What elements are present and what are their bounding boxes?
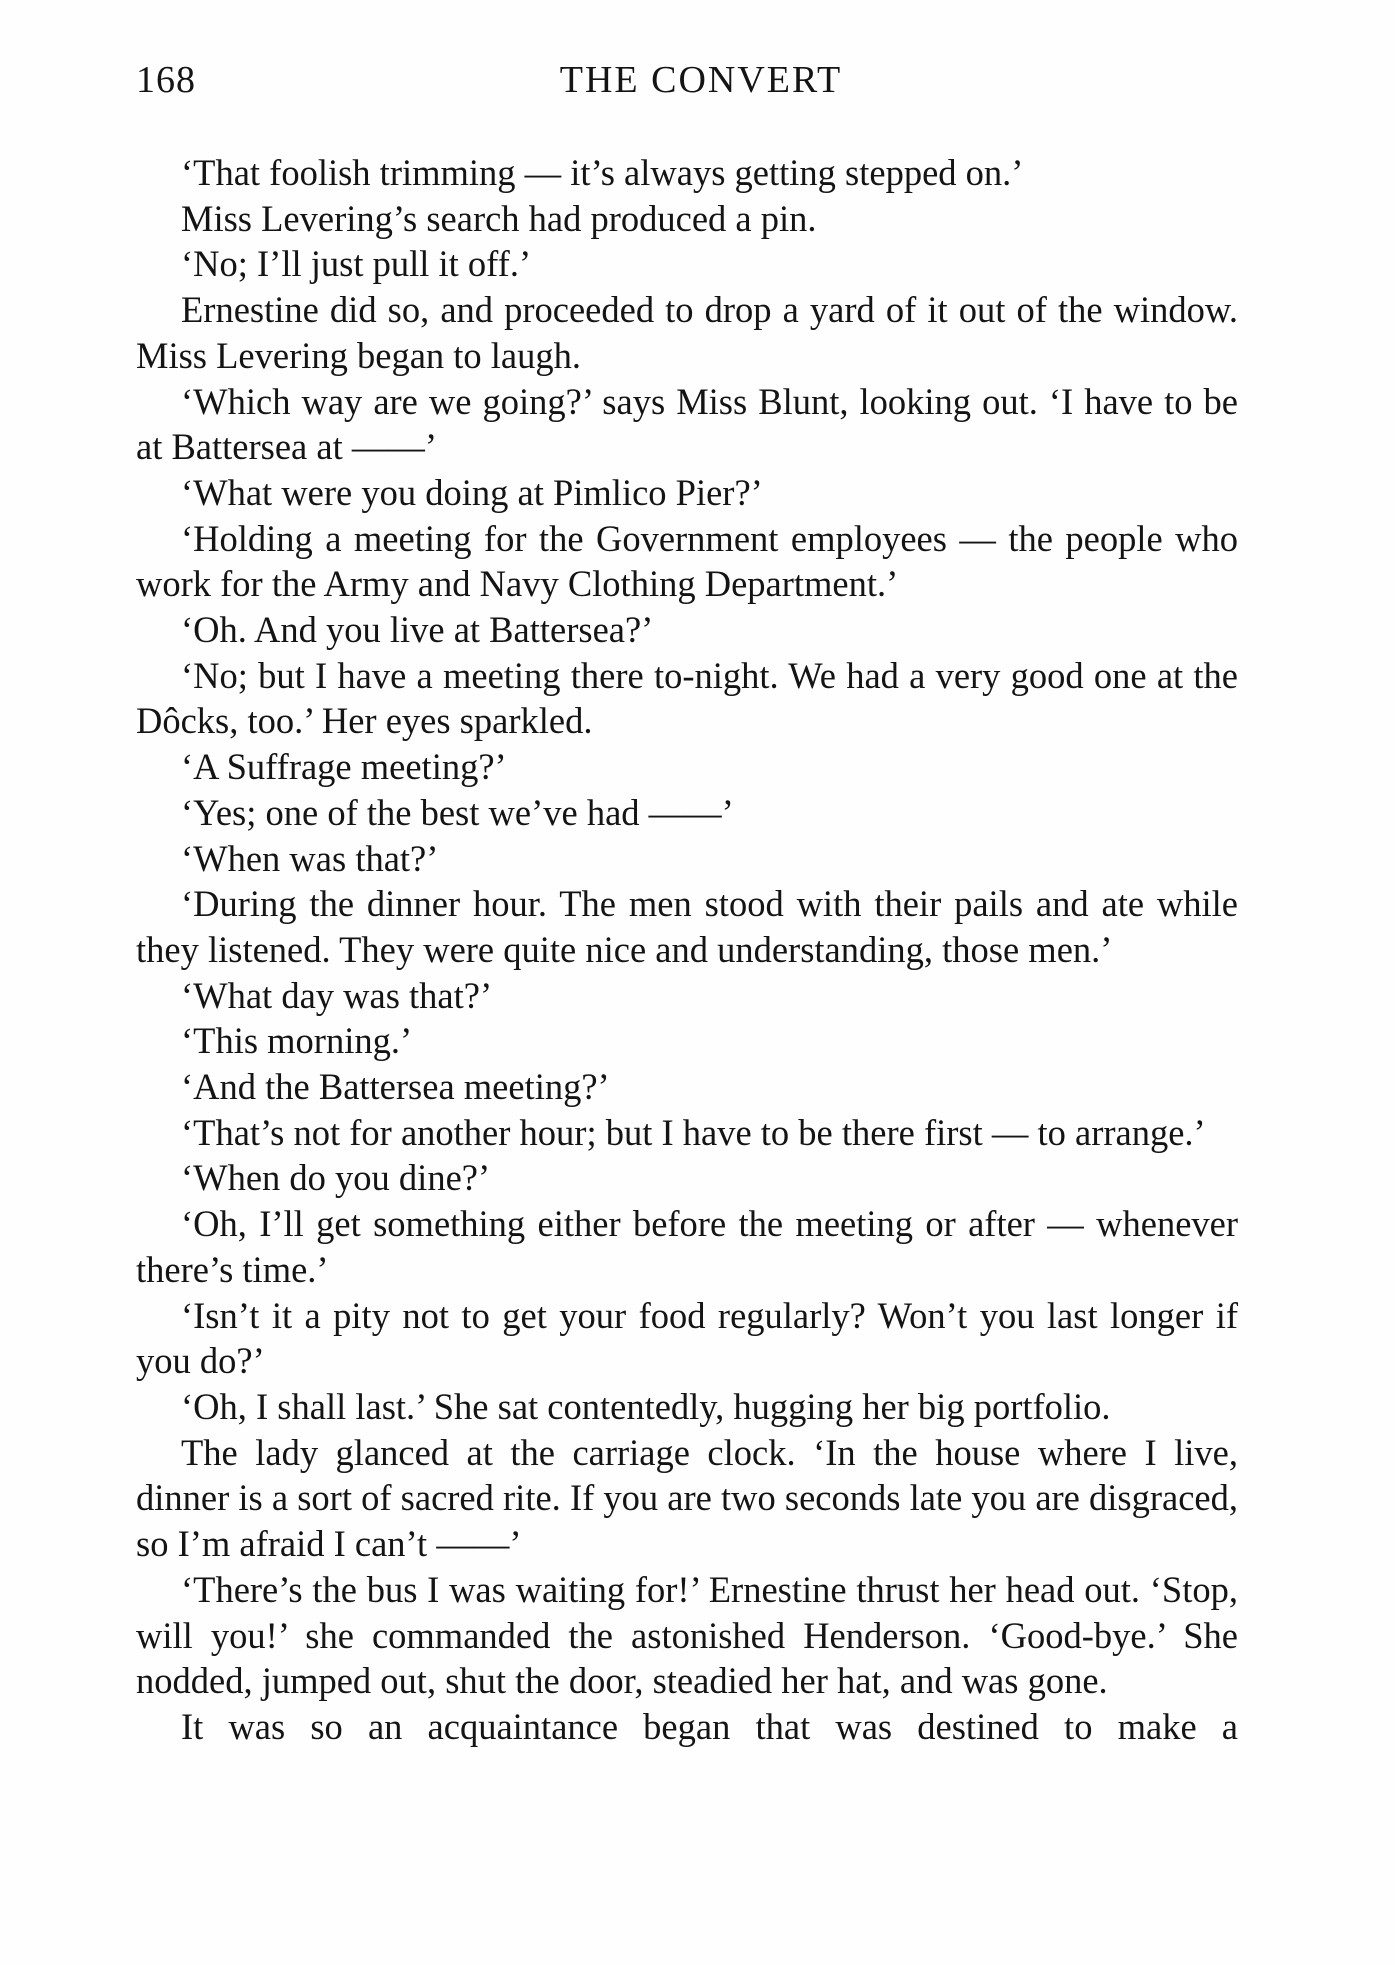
paragraph: It was so an acquaintance began that was destined to make a [181,1705,1238,1747]
paragraph: ‘Oh, I shall last.’ She sat contentedly, hugging her big portfolio. [181,1385,1111,1427]
paragraph: ‘During the dinner hour. The men stood with their pails and ate while they listened. They were quite nice and understanding, those men.’ [136,883,1238,970]
paragraph: ‘Isn’t it a pity not to get your food regularly? Won’t you last longer if you do?’ [136,1294,1238,1382]
paragraph: Ernestine did so, and proceeded to drop a yard of it out of the window. Miss Levering began to laugh. [136,289,1238,376]
paragraph: ‘No; but I have a meeting there to-night. We had a very good one at the Dôcks, too.’ Her eyes sparkled. [136,654,1238,742]
paragraph: ‘When do you dine?’ [181,1157,491,1199]
book-title: THE CONVERT [559,59,843,101]
body-text [136,150,1238,1750]
paragraph: ‘There’s the bus I was waiting for!’ Ernestine thrust her head out. ‘Stop, will you!’ she commanded the astonished Henderson. ‘Good-bye.’ She nodded, jumped out, shut the door, steadied her hat, and was gone. [136,1568,1238,1702]
paragraph: ‘This morning.’ [181,1020,413,1062]
paragraph: ‘Holding a meeting for the Government employees — the people who work for the Army and Navy Clothing Department.’ [136,517,1238,605]
paragraph: ‘No; I’ll just pull it off.’ [181,243,532,285]
paragraph: ‘Oh, I’ll get something either before the meeting or after — whenever there’s time.’ [136,1203,1238,1290]
page-number: 168 [136,59,196,101]
paragraph: ‘That foolish trimming — it’s always getting stepped on.’ [181,152,1024,193]
paragraph: ‘What day was that?’ [181,974,493,1016]
paragraph: ‘Which way are we going?’ says Miss Blunt, looking out. ‘I have to be at Battersea at ——’ [136,380,1238,468]
paragraph: ‘When was that?’ [181,837,439,879]
paragraph: The lady glanced at the carriage clock. ‘In the house where I live, dinner is a sort of sacred rite. If you are two seconds late you are disgraced, so I’m afraid I can’t ——’ [136,1431,1238,1565]
paragraph: ‘And the Battersea meeting?’ [181,1066,610,1108]
paragraph: Miss Levering’s search had produced a pin. [181,197,817,239]
paragraph: ‘That’s not for another hour; but I have to be there first — to arrange.’ [181,1111,1206,1153]
paragraph: ‘Yes; one of the best we’ve had ——’ [181,791,734,833]
paragraph: ‘A Suffrage meeting?’ [181,746,507,788]
running-head [136,58,1236,108]
paragraph: ‘Oh. And you live at Battersea?’ [181,609,654,651]
paragraph: ‘What were you doing at Pimlico Pier?’ [181,471,763,513]
